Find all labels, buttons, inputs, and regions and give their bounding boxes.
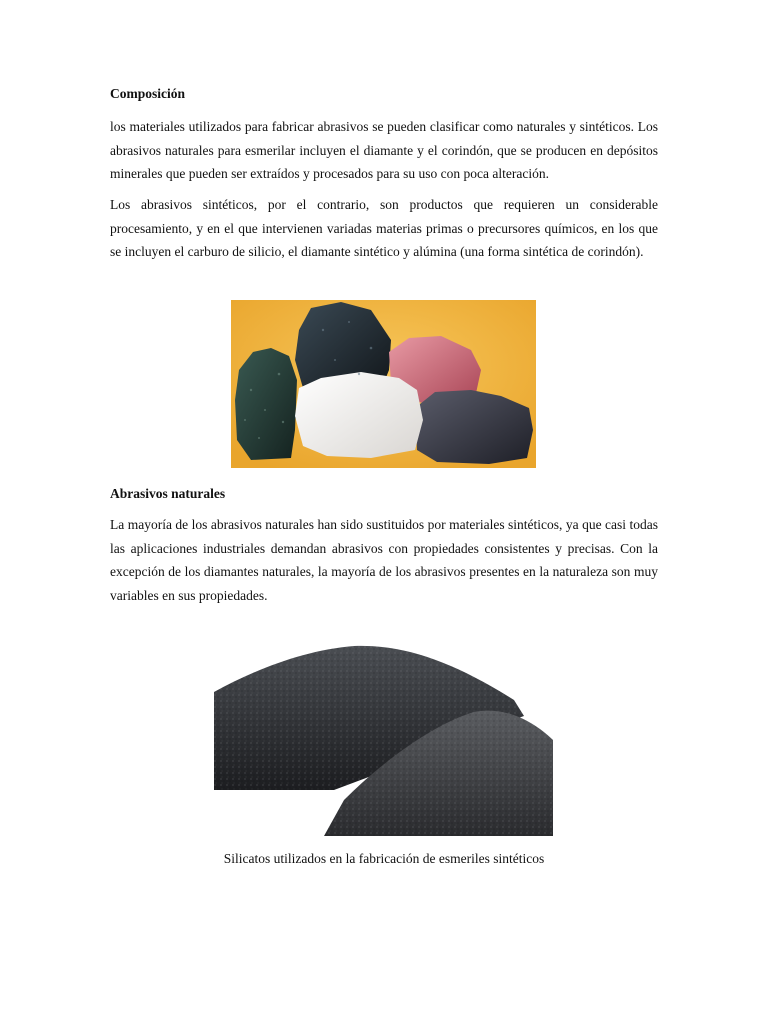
- abrasive-powder-photo: [214, 640, 553, 836]
- section-heading-abrasivos-naturales: Abrasivos naturales: [110, 486, 226, 501]
- mineral-rocks-photo: [231, 300, 536, 468]
- section-heading-composicion: Composición: [110, 86, 186, 101]
- figure-caption: Silicatos utilizados en la fabricación de esmeriles sintéticos: [223, 851, 545, 866]
- paragraph-composicion-1: los materiales utilizados para fabricar abrasivos se pueden clasificar como naturales y sintéticos. Los abrasivos naturales para esmerilar incluyen el diamante y el corindón, que se producen en depósitos minerales que pueden ser extraídos y procesados para su uso con poca alteración.: [110, 119, 658, 181]
- paragraph-abrasivos-naturales-1: La mayoría de los abrasivos naturales han sido sustituidos por materiales sintéticos, ya que casi todas las aplicaciones industriales demandan abrasivos con propiedades consistentes y precisas. Con la excepción de los diamantes naturales, la mayoría de los abrasivos presentes en la naturaleza son muy variables en sus propiedades.: [110, 517, 658, 603]
- abrasive-powder-illustration: [214, 640, 553, 836]
- mineral-rocks-illustration: [231, 300, 536, 468]
- paragraph-composicion-2: Los abrasivos sintéticos, por el contrario, son productos que requieren un considerable procesamiento, y en el que intervienen variadas materias primas o precursores químicos, en los que se incluyen el carburo de silicio, el diamante sintético y alúmina (una forma sintética de corindón).: [110, 197, 658, 259]
